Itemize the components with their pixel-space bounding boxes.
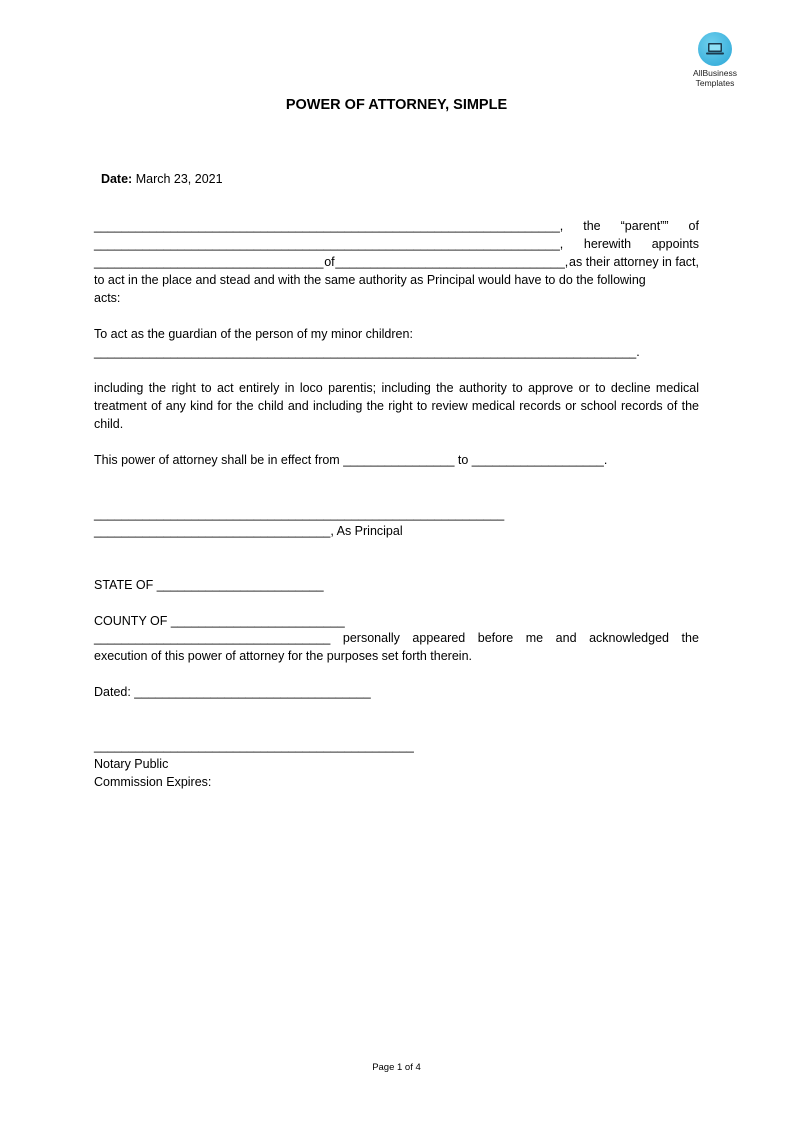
rights-paragraph: including the right to act entirely in loco parentis; including the authority to approve or to decline medical treatment of any kind for the child and including the right to review medical records or school records of the child. bbox=[94, 381, 699, 431]
intro-word: “parent”” bbox=[620, 219, 669, 233]
child-name-blank: ___________________________________________________________________, bbox=[94, 237, 564, 251]
document-title: POWER OF ATTORNEY, SIMPLE bbox=[285, 97, 508, 113]
parent-name-blank: ___________________________________________________________________, bbox=[94, 219, 564, 233]
attorney-name-blank: _________________________________ bbox=[94, 255, 324, 269]
company-logo bbox=[684, 32, 746, 88]
state-line: STATE OF ________________________ bbox=[94, 578, 324, 592]
intro-line-3 bbox=[94, 253, 699, 271]
acknowledgement-line-2: execution of this power of attorney for the purposes set forth therein. bbox=[94, 649, 472, 663]
intro-word: herewith bbox=[583, 237, 632, 251]
intro-line-5: acts: bbox=[94, 291, 121, 305]
notary-signature-line: ______________________________________________ bbox=[94, 739, 414, 753]
logo-text-line2: Templates bbox=[695, 78, 735, 88]
intro-word: of bbox=[324, 255, 335, 269]
acknowledgement-line-1 bbox=[94, 629, 699, 647]
laptop-icon bbox=[698, 32, 732, 66]
ack-word: acknowledged bbox=[589, 631, 669, 645]
notary-public-label: Notary Public bbox=[94, 757, 169, 771]
appearer-name-blank: __________________________________ bbox=[94, 631, 331, 645]
principal-signature-line: ___________________________________________________________ bbox=[94, 507, 505, 521]
ack-word: personally bbox=[342, 631, 400, 645]
ack-word: and bbox=[555, 631, 577, 645]
ack-word: before bbox=[477, 631, 514, 645]
dated-line: Dated: __________________________________ bbox=[94, 685, 371, 699]
commission-expires-label: Commission Expires: bbox=[94, 775, 212, 789]
page-number: Page 1 of 4 bbox=[372, 1062, 421, 1073]
date-line bbox=[94, 152, 223, 186]
intro-word: of bbox=[688, 219, 699, 233]
guardian-line: To act as the guardian of the person of my minor children: bbox=[94, 327, 413, 341]
date-label: Date: bbox=[100, 172, 133, 186]
principal-name-line: __________________________________, As Principal bbox=[94, 524, 403, 538]
attorney-address-blank: _________________________________, bbox=[335, 255, 569, 269]
logo-text-line1: AllBusiness bbox=[693, 68, 737, 78]
intro-line-4: to act in the place and stead and with the same authority as Principal would have to do the following bbox=[94, 273, 646, 287]
effective-period: This power of attorney shall be in effect from ________________ to ___________________. bbox=[94, 453, 608, 467]
ack-word: appeared bbox=[412, 631, 466, 645]
intro-word: appoints bbox=[651, 237, 699, 251]
ack-word: me bbox=[525, 631, 544, 645]
intro-word: the bbox=[583, 219, 601, 233]
children-names-blank: ______________________________________________________________________________. bbox=[94, 345, 640, 359]
date-value: March 23, 2021 bbox=[135, 172, 223, 186]
intro-line-2 bbox=[94, 235, 699, 253]
ack-word: the bbox=[681, 631, 699, 645]
intro-text: as their attorney in fact, bbox=[569, 255, 699, 269]
county-line: COUNTY OF _________________________ bbox=[94, 614, 345, 628]
intro-line-1 bbox=[94, 217, 699, 235]
